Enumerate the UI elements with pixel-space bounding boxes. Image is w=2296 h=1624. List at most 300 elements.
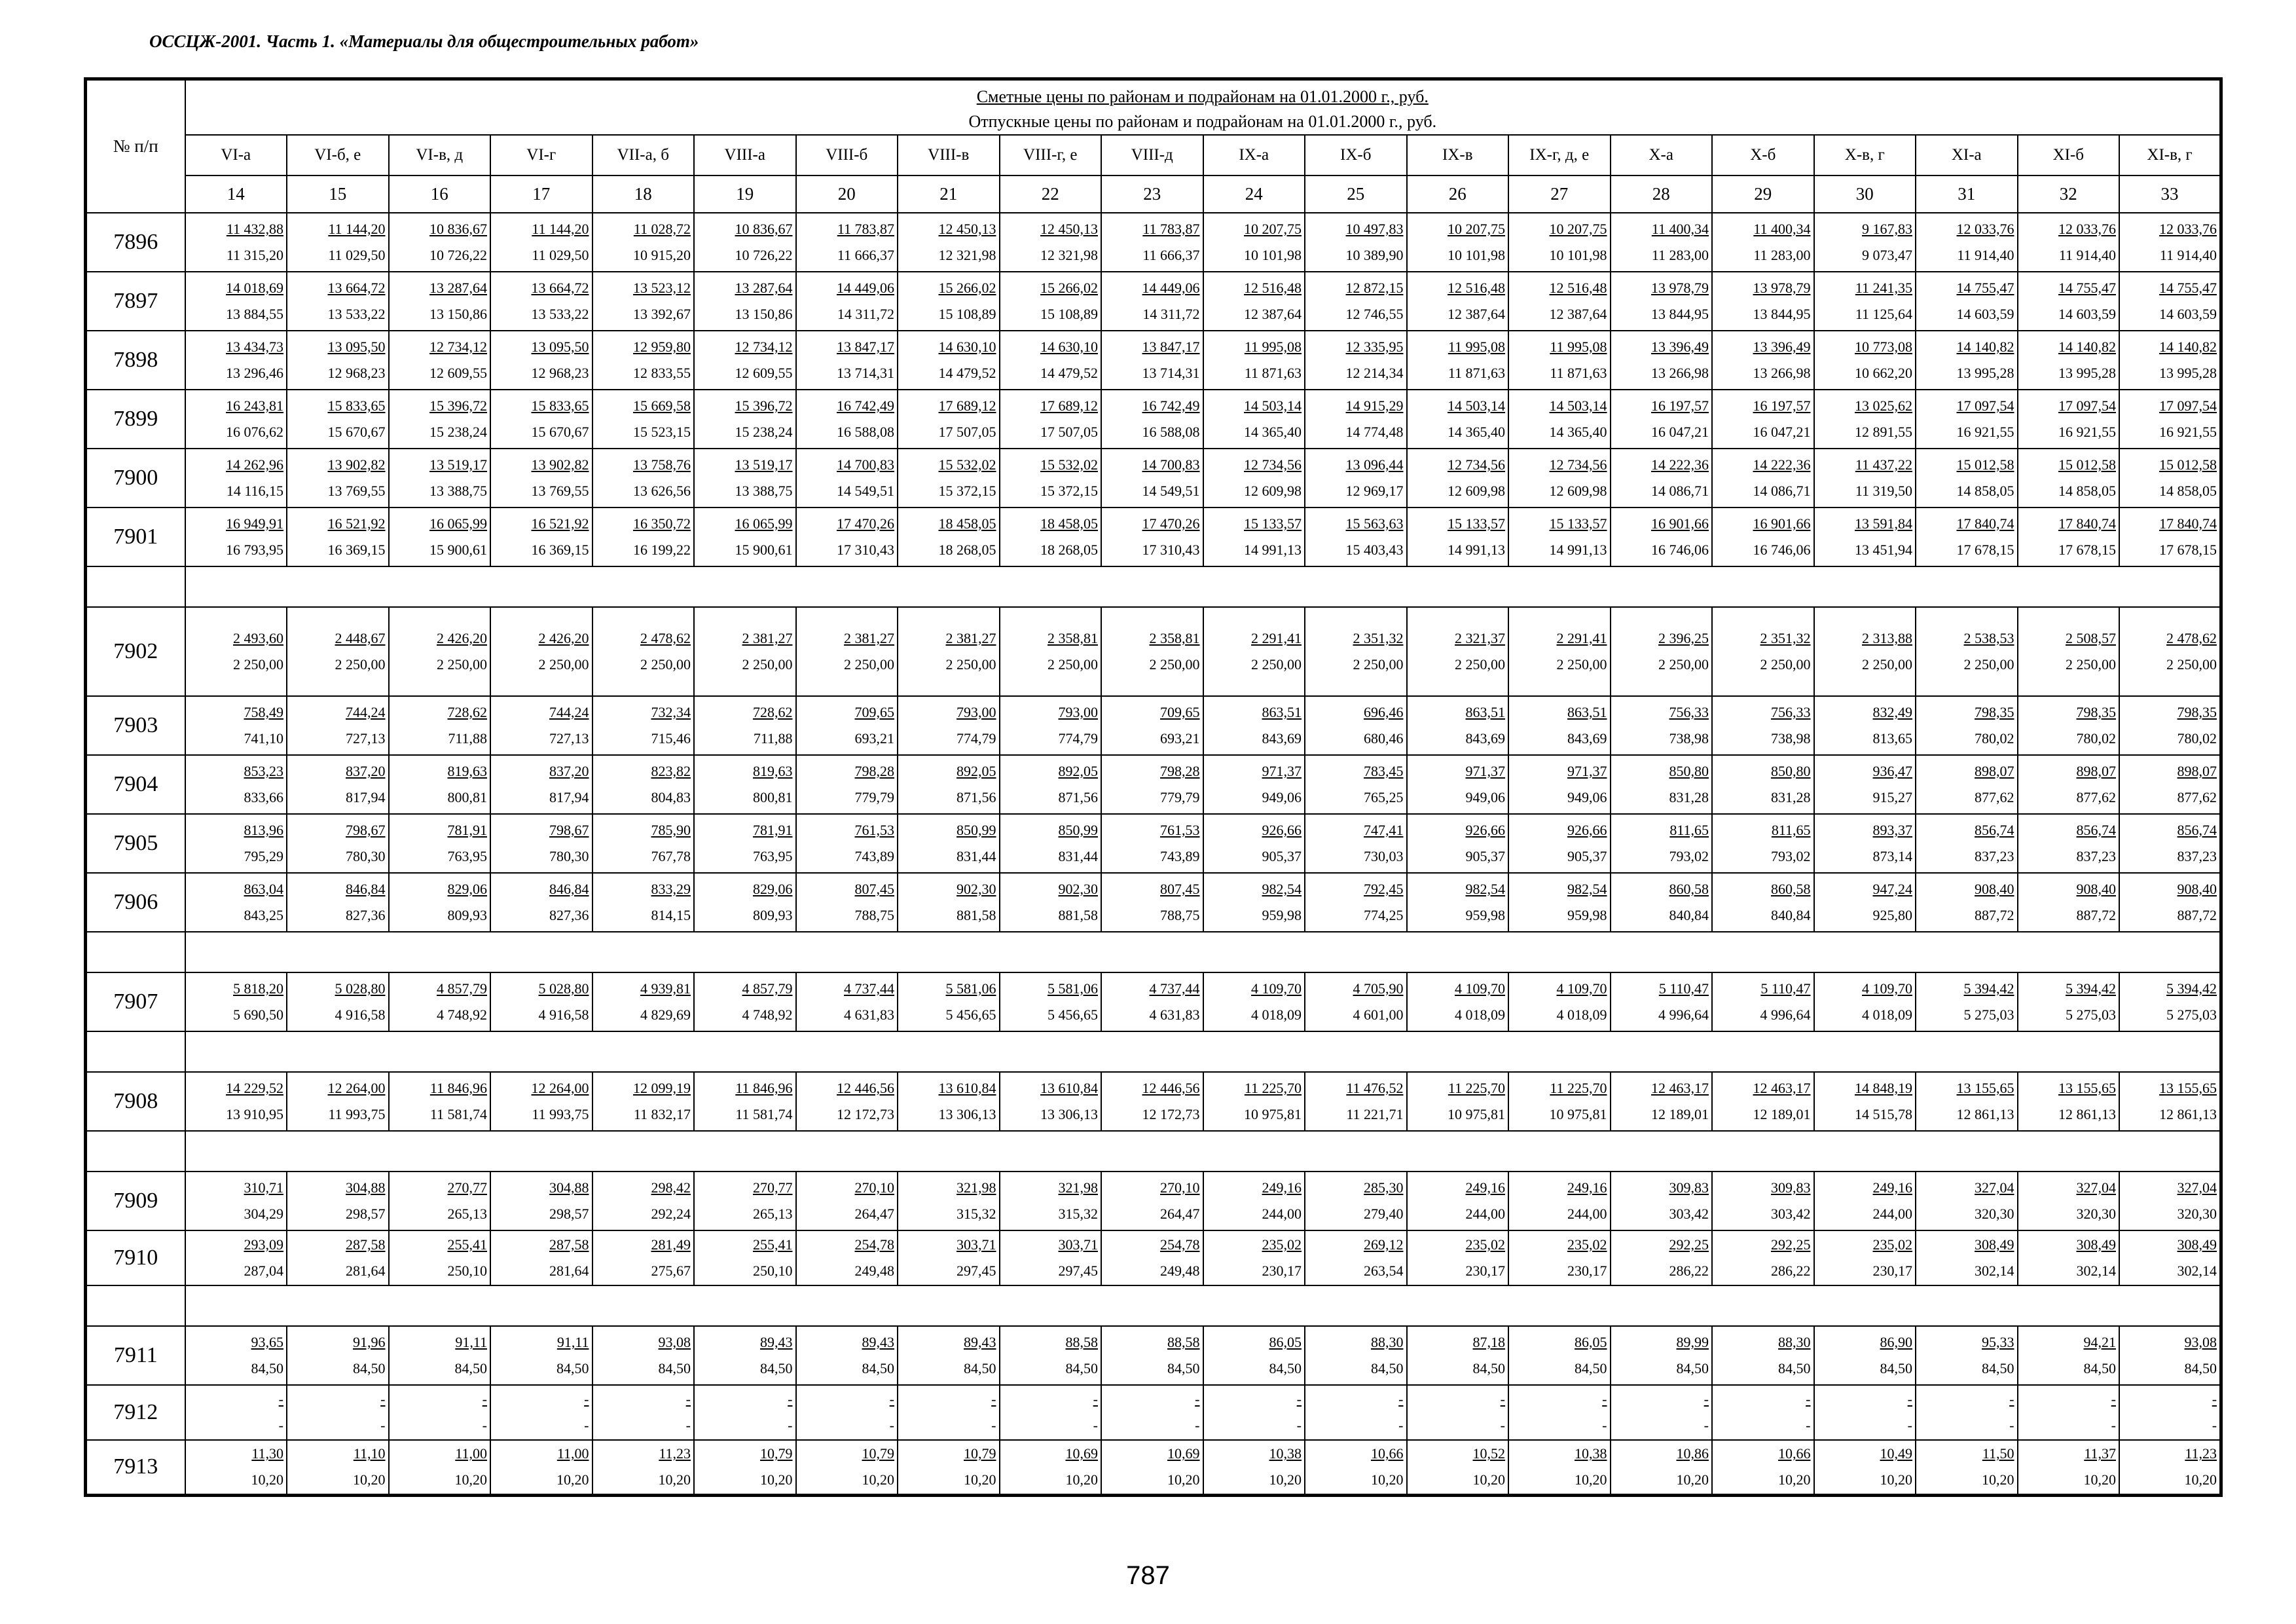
release-price: 84,50 — [658, 1360, 691, 1376]
estimate-price: 15 532,02 — [1040, 456, 1098, 473]
price-cell — [1712, 814, 1814, 873]
release-price: - — [2111, 1417, 2116, 1433]
price-cell — [1814, 1440, 1916, 1495]
separator-cell — [185, 566, 2221, 607]
estimate-price: 17 470,26 — [837, 515, 894, 532]
price-cell — [796, 607, 898, 696]
release-price: 767,78 — [651, 848, 691, 864]
release-price: 14 479,52 — [1040, 365, 1098, 381]
estimate-price: 285,30 — [1364, 1179, 1404, 1196]
release-price: 298,57 — [549, 1206, 589, 1222]
release-price: 2 250,00 — [1556, 656, 1607, 673]
price-cell — [490, 331, 592, 390]
price-cell — [287, 696, 389, 755]
price-cell — [1611, 213, 1713, 272]
release-price: 15 670,67 — [327, 424, 386, 440]
estimate-price: 798,67 — [346, 822, 386, 838]
table-row — [86, 390, 2221, 449]
estimate-price: - — [1296, 1391, 1302, 1407]
price-cell — [1000, 814, 1102, 873]
estimate-price: 255,41 — [753, 1236, 793, 1253]
price-cell — [1712, 449, 1814, 507]
price-cell — [1712, 272, 1814, 331]
estimate-price: 728,62 — [753, 704, 793, 720]
price-cell — [1305, 1326, 1407, 1385]
price-cell — [1508, 972, 1611, 1031]
estimate-price: 95,33 — [1982, 1334, 2014, 1350]
release-price: 905,37 — [1465, 848, 1505, 864]
price-cell — [185, 873, 287, 932]
release-price: 4 018,09 — [1251, 1006, 1302, 1023]
estimate-price: 10,86 — [1676, 1445, 1709, 1462]
release-price: 14 991,13 — [1549, 542, 1607, 558]
estimate-price: 14 915,29 — [1345, 397, 1404, 414]
release-price: 12 321,98 — [938, 247, 996, 263]
estimate-price: 926,66 — [1465, 822, 1505, 838]
column-number: 21 — [898, 175, 1000, 213]
price-cell — [1814, 972, 1916, 1031]
release-price: 12 387,64 — [1448, 306, 1505, 322]
release-price: 12 891,55 — [1855, 424, 1912, 440]
release-price: 10,20 — [1167, 1471, 1200, 1488]
column-number: 24 — [1203, 175, 1305, 213]
estimate-price: 89,99 — [1676, 1334, 1709, 1350]
price-cell — [796, 755, 898, 814]
estimate-price: 5 581,06 — [1048, 980, 1098, 997]
price-cell — [2119, 1072, 2221, 1131]
release-price: 292,24 — [651, 1206, 691, 1222]
price-cell — [1508, 607, 1611, 696]
release-price: 12 969,17 — [1345, 483, 1404, 499]
estimate-price: 793,00 — [957, 704, 996, 720]
price-cell — [592, 272, 695, 331]
release-price: 11 993,75 — [532, 1106, 589, 1122]
release-price: 800,81 — [447, 789, 487, 805]
caption-estimate: Сметные цены по районам и подрайонам на 01.01.2000 г., руб. — [976, 87, 1429, 106]
table-row — [86, 272, 2221, 331]
release-price: 788,75 — [1160, 907, 1200, 923]
estimate-price: 12 734,12 — [735, 339, 793, 355]
release-price: 13 533,22 — [531, 306, 589, 322]
release-price: 14 603,59 — [2058, 306, 2116, 322]
price-cell — [796, 507, 898, 566]
price-cell — [490, 814, 592, 873]
estimate-price: 856,74 — [2076, 822, 2116, 838]
release-price: - — [1296, 1417, 1302, 1433]
price-cell — [1814, 696, 1916, 755]
estimate-price: 2 478,62 — [640, 630, 691, 646]
release-price: 17 507,05 — [1040, 424, 1098, 440]
price-cell — [2018, 1230, 2120, 1285]
price-cell — [1611, 755, 1713, 814]
price-cell — [287, 814, 389, 873]
release-price: - — [2212, 1417, 2217, 1433]
release-price: 315,32 — [957, 1206, 996, 1222]
column-number: 15 — [287, 175, 389, 213]
price-cell — [389, 331, 491, 390]
release-price: 774,79 — [1058, 730, 1098, 747]
release-price: 14 479,52 — [938, 365, 996, 381]
estimate-price: 2 478,62 — [2166, 630, 2217, 646]
price-cell — [1916, 1172, 2018, 1230]
price-cell — [1814, 390, 1916, 449]
estimate-price: 17 840,74 — [2058, 515, 2116, 532]
estimate-price: 14 630,10 — [1040, 339, 1098, 355]
estimate-price: 756,33 — [1669, 704, 1709, 720]
price-cell — [796, 1385, 898, 1440]
release-price: 13 844,95 — [1753, 306, 1811, 322]
price-cell — [185, 1172, 287, 1230]
estimate-price: 12 516,48 — [1448, 280, 1505, 296]
release-price: 2 250,00 — [1455, 656, 1505, 673]
column-number: 17 — [490, 175, 592, 213]
estimate-price: 829,06 — [753, 881, 793, 897]
release-price: 12 214,34 — [1345, 365, 1404, 381]
release-price: 12 387,64 — [1244, 306, 1302, 322]
region-header: VIII-д — [1101, 135, 1203, 175]
release-price: 230,17 — [1262, 1263, 1302, 1279]
price-cell — [389, 607, 491, 696]
release-price: 831,44 — [957, 848, 996, 864]
estimate-price: 16 243,81 — [226, 397, 283, 414]
price-cell — [1611, 1172, 1713, 1230]
price-cell — [1000, 607, 1102, 696]
row-number: 7908 — [86, 1072, 185, 1131]
release-price: 2 250,00 — [437, 656, 487, 673]
separator-cell — [185, 1031, 2221, 1072]
release-price: 11 914,40 — [2058, 247, 2116, 263]
release-price: 4 601,00 — [1353, 1006, 1404, 1023]
estimate-price: 2 538,53 — [1963, 630, 2014, 646]
estimate-price: 2 381,27 — [742, 630, 793, 646]
price-cell — [1305, 331, 1407, 390]
price-cell — [1407, 1326, 1509, 1385]
release-price: - — [1500, 1417, 1505, 1433]
estimate-price: 13 523,12 — [633, 280, 691, 296]
price-cell — [1000, 390, 1102, 449]
price-cell — [694, 814, 796, 873]
price-cell — [1101, 873, 1203, 932]
release-price: 12 172,73 — [1142, 1106, 1200, 1122]
release-price: 14 086,71 — [1651, 483, 1709, 499]
estimate-price: 761,53 — [854, 822, 894, 838]
release-price: 738,98 — [1771, 730, 1811, 747]
price-cell — [1916, 331, 2018, 390]
estimate-price: 10 207,75 — [1549, 221, 1607, 237]
release-price: 10 975,81 — [1244, 1106, 1302, 1122]
price-cell — [1712, 755, 1814, 814]
row-number: 7912 — [86, 1385, 185, 1440]
price-cell — [389, 449, 491, 507]
estimate-price: 88,30 — [1778, 1334, 1811, 1350]
release-price: 15 108,89 — [938, 306, 996, 322]
release-price: 10 101,98 — [1448, 247, 1505, 263]
price-cell — [490, 696, 592, 755]
release-price: 12 861,13 — [2058, 1106, 2116, 1122]
price-cell — [2018, 272, 2120, 331]
release-price: 12 172,73 — [837, 1106, 894, 1122]
price-cell — [1611, 449, 1713, 507]
estimate-price: 936,47 — [1872, 763, 1912, 779]
price-cell — [2018, 213, 2120, 272]
release-price: 13 388,75 — [429, 483, 487, 499]
price-cell — [1916, 1072, 2018, 1131]
estimate-price: 15 532,02 — [938, 456, 996, 473]
estimate-price: 91,11 — [455, 1334, 487, 1350]
release-price: 11 029,50 — [532, 247, 589, 263]
estimate-price: 321,98 — [1058, 1179, 1098, 1196]
estimate-price: 982,54 — [1465, 881, 1505, 897]
price-cell — [796, 1230, 898, 1285]
estimate-price: - — [1704, 1391, 1709, 1407]
column-number: 29 — [1712, 175, 1814, 213]
estimate-price: 811,65 — [1771, 822, 1811, 838]
region-header: VIII-а — [694, 135, 796, 175]
estimate-price: 971,37 — [1567, 763, 1607, 779]
release-price: 14 991,13 — [1244, 542, 1302, 558]
price-cell — [389, 1172, 491, 1230]
release-price: 11 125,64 — [1855, 306, 1912, 322]
estimate-price: 17 840,74 — [1956, 515, 2014, 532]
release-price: 15 523,15 — [633, 424, 691, 440]
estimate-price: 5 110,47 — [1760, 980, 1811, 997]
release-price: 84,50 — [964, 1360, 996, 1376]
price-cell — [1101, 449, 1203, 507]
estimate-price: 86,90 — [1880, 1334, 1912, 1350]
release-price: 302,14 — [2177, 1263, 2217, 1279]
release-price: 11 914,40 — [1957, 247, 2014, 263]
price-cell — [1611, 1440, 1713, 1495]
estimate-price: 2 396,25 — [1658, 630, 1709, 646]
estimate-price: 12 264,00 — [327, 1080, 386, 1096]
estimate-price: 10 207,75 — [1448, 221, 1505, 237]
release-price: 10 915,20 — [633, 247, 691, 263]
release-price: 2 250,00 — [2066, 656, 2116, 673]
estimate-price: 11 846,96 — [735, 1080, 793, 1096]
price-cell — [694, 1230, 796, 1285]
release-price: 14 858,05 — [2058, 483, 2116, 499]
release-price: 264,47 — [854, 1206, 894, 1222]
price-cell — [898, 1326, 1000, 1385]
release-price: - — [1907, 1417, 1912, 1433]
estimate-price: 87,18 — [1472, 1334, 1505, 1350]
release-price: 831,28 — [1669, 789, 1709, 805]
estimate-price: 14 262,96 — [226, 456, 283, 473]
estimate-price: 11,10 — [353, 1445, 386, 1462]
price-cell — [1305, 1230, 1407, 1285]
price-cell — [694, 755, 796, 814]
price-cell — [1101, 1230, 1203, 1285]
price-cell — [1305, 449, 1407, 507]
price-cell — [1101, 272, 1203, 331]
release-price: 877,62 — [2076, 789, 2116, 805]
estimate-price: 235,02 — [1465, 1236, 1505, 1253]
price-cell — [389, 1072, 491, 1131]
estimate-price: 10 497,83 — [1345, 221, 1404, 237]
region-header: VII-а, б — [592, 135, 695, 175]
estimate-price: 16 949,91 — [226, 515, 283, 532]
estimate-price: 298,42 — [651, 1179, 691, 1196]
release-price: 4 748,92 — [742, 1006, 793, 1023]
estimate-price: 756,33 — [1771, 704, 1811, 720]
price-cell — [1101, 755, 1203, 814]
price-cell — [1000, 213, 1102, 272]
price-cell — [2018, 755, 2120, 814]
estimate-price: 14 018,69 — [226, 280, 283, 296]
estimate-price: 12 450,13 — [1040, 221, 1098, 237]
release-price: 13 451,94 — [1855, 542, 1912, 558]
release-price: 949,06 — [1262, 789, 1302, 805]
release-price: 10,20 — [1371, 1471, 1404, 1488]
price-cell — [1916, 873, 2018, 932]
release-price: 887,72 — [1975, 907, 2014, 923]
release-price: 2 250,00 — [233, 656, 283, 673]
price-cell — [1305, 814, 1407, 873]
price-cell — [1101, 213, 1203, 272]
price-cell — [2119, 755, 2221, 814]
estimate-price: 11 432,88 — [226, 221, 283, 237]
release-price: 11 832,17 — [633, 1106, 691, 1122]
estimate-price: 16 742,49 — [837, 397, 894, 414]
release-price: 833,66 — [244, 789, 283, 805]
estimate-price: 12 033,76 — [1956, 221, 2014, 237]
release-price: 13 910,95 — [226, 1106, 283, 1122]
estimate-price: 235,02 — [1262, 1236, 1302, 1253]
region-header: X-в, г — [1814, 135, 1916, 175]
region-header: XI-б — [2018, 135, 2120, 175]
price-cell — [1508, 507, 1611, 566]
estimate-price: - — [1195, 1391, 1200, 1407]
release-price: 13 306,13 — [938, 1106, 996, 1122]
estimate-price: 10 207,75 — [1244, 221, 1302, 237]
release-price: 680,46 — [1364, 730, 1404, 747]
price-cell — [1101, 607, 1203, 696]
document-header: ОССЦЖ-2001. Часть 1. «Материалы для общестроительных работ» — [149, 31, 699, 51]
release-price: 779,79 — [854, 789, 894, 805]
price-cell — [1203, 972, 1305, 1031]
price-cell — [2119, 331, 2221, 390]
estimate-price: 17 097,54 — [2058, 397, 2116, 414]
release-price: 741,10 — [244, 730, 283, 747]
estimate-price: 13 095,50 — [531, 339, 589, 355]
estimate-price: 14 755,47 — [2159, 280, 2217, 296]
estimate-price: 16 901,66 — [1753, 515, 1811, 532]
estimate-price: 15 133,57 — [1549, 515, 1607, 532]
estimate-price: 947,24 — [1872, 881, 1912, 897]
estimate-price: 811,65 — [1669, 822, 1709, 838]
price-cell — [1916, 1440, 2018, 1495]
estimate-price: 12 450,13 — [938, 221, 996, 237]
price-cell — [490, 607, 592, 696]
estimate-price: 93,08 — [2184, 1334, 2217, 1350]
release-price: 765,25 — [1364, 789, 1404, 805]
estimate-price: 10,69 — [1065, 1445, 1098, 1462]
release-price: 10,20 — [2083, 1471, 2116, 1488]
price-cell — [1611, 331, 1713, 390]
separator-cell — [86, 1131, 185, 1172]
estimate-price: 2 291,41 — [1251, 630, 1302, 646]
price-cell — [1101, 1172, 1203, 1230]
price-cell — [592, 814, 695, 873]
release-price: 84,50 — [760, 1360, 793, 1376]
price-cell — [1611, 696, 1713, 755]
release-price: 4 631,83 — [1149, 1006, 1200, 1023]
estimate-price: 898,07 — [2076, 763, 2116, 779]
release-price: 11 871,63 — [1244, 365, 1302, 381]
estimate-price: 292,25 — [1771, 1236, 1811, 1253]
estimate-price: - — [482, 1391, 487, 1407]
price-cell — [898, 272, 1000, 331]
section-separator-row — [86, 932, 2221, 972]
estimate-price: - — [1806, 1391, 1811, 1407]
estimate-price: 15 012,58 — [2159, 456, 2217, 473]
price-cell — [592, 1440, 695, 1495]
price-cell — [898, 696, 1000, 755]
price-cell — [1508, 814, 1611, 873]
price-cell — [287, 507, 389, 566]
price-cell — [1000, 1440, 1102, 1495]
estimate-price: 12 959,80 — [633, 339, 691, 355]
price-cell — [2119, 873, 2221, 932]
price-cell — [2119, 507, 2221, 566]
release-price: 793,02 — [1669, 848, 1709, 864]
release-price: 298,57 — [346, 1206, 386, 1222]
price-cell — [1508, 449, 1611, 507]
estimate-price: - — [1398, 1391, 1404, 1407]
region-header: X-б — [1712, 135, 1814, 175]
estimate-price: 13 519,17 — [429, 456, 487, 473]
price-cell — [389, 814, 491, 873]
estimate-price: 11,37 — [2084, 1445, 2116, 1462]
estimate-price: 86,05 — [1575, 1334, 1607, 1350]
price-cell — [1712, 1172, 1814, 1230]
price-cell — [2119, 607, 2221, 696]
release-price: - — [2009, 1417, 2014, 1433]
price-cell — [2119, 972, 2221, 1031]
price-cell — [898, 1385, 1000, 1440]
price-cell — [287, 873, 389, 932]
price-cell — [185, 755, 287, 814]
estimate-price: 2 508,57 — [2066, 630, 2116, 646]
estimate-price: 270,77 — [753, 1179, 793, 1196]
price-cell — [287, 1230, 389, 1285]
release-price: 15 403,43 — [1345, 542, 1404, 558]
release-price: 12 189,01 — [1753, 1106, 1811, 1122]
release-price: - — [1704, 1417, 1709, 1433]
release-price: 15 900,61 — [429, 542, 487, 558]
separator-cell — [185, 1131, 2221, 1172]
estimate-price: 11,30 — [251, 1445, 283, 1462]
estimate-price: 823,82 — [651, 763, 691, 779]
estimate-price: 2 351,32 — [1760, 630, 1811, 646]
release-price: 693,21 — [854, 730, 894, 747]
price-cell — [490, 1385, 592, 1440]
estimate-price: 9 167,83 — [1862, 221, 1912, 237]
price-cell — [1712, 507, 1814, 566]
region-header: IX-в — [1407, 135, 1509, 175]
price-cell — [389, 1326, 491, 1385]
release-price: 16 921,55 — [2058, 424, 2116, 440]
release-price: 2 250,00 — [1149, 656, 1200, 673]
region-header: IX-б — [1305, 135, 1407, 175]
price-cell — [1203, 1440, 1305, 1495]
release-price: 84,50 — [1575, 1360, 1607, 1376]
release-price: 12 609,98 — [1448, 483, 1505, 499]
price-cell — [1101, 1326, 1203, 1385]
region-header: XI-в, г — [2119, 135, 2221, 175]
price-cell — [1305, 213, 1407, 272]
price-cell — [898, 390, 1000, 449]
